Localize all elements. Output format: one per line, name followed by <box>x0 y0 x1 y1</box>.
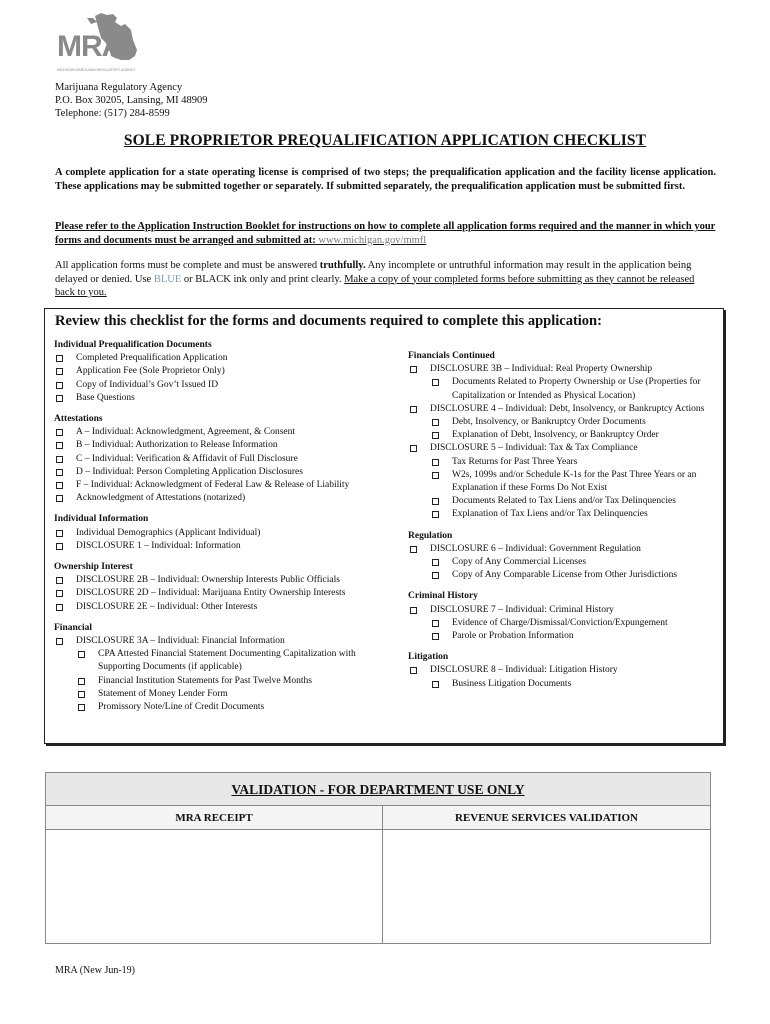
checklist-item <box>408 617 718 630</box>
checkbox[interactable] <box>410 667 417 674</box>
checklist-right-column <box>408 350 718 691</box>
checklist-item <box>54 540 389 553</box>
checklist-item <box>408 403 718 416</box>
checklist-box <box>44 308 724 744</box>
checklist-item-label: Explanation of Tax Liens and/or Tax Delinquencies <box>452 509 648 520</box>
checkbox[interactable] <box>432 432 439 439</box>
form-revision: MRA (New Jun-19) <box>55 965 135 976</box>
checklist-item-label: Explanation of Debt, Insolvency, or Bankruptcy Order <box>452 430 659 441</box>
checkbox[interactable] <box>56 442 63 449</box>
checklist-item-label: Documents Related to Property Ownership or Use (Properties for Capitalization or Intended as Physical Location) <box>452 377 701 401</box>
checklist-item-label: DISCLOSURE 4 – Individual: Debt, Insolvency, or Bankruptcy Actions <box>430 403 705 414</box>
checklist-section-title: Criminal History <box>408 591 478 602</box>
checkbox[interactable] <box>56 368 63 375</box>
mra-receipt-cell <box>46 806 383 943</box>
checklist-section-title: Financials Continued <box>408 351 495 361</box>
checkbox[interactable] <box>410 406 417 413</box>
instructions-text: Please refer to the Application Instruction Booklet for instructions on how to complete all application forms required and the manner in which your forms and documents must be arranged and submitted at: <box>55 221 716 246</box>
checklist-item-label: Statement of Money Lender Form <box>98 688 228 699</box>
checklist-item <box>54 587 389 600</box>
checklist-item-label: DISCLOSURE 3A – Individual: Financial Information <box>76 636 285 647</box>
revenue-validation-cell <box>383 806 710 943</box>
checkbox[interactable] <box>56 395 63 402</box>
checklist-section-title: Litigation <box>408 652 449 663</box>
checklist-item-label: Business Litigation Documents <box>452 678 572 689</box>
checkbox[interactable] <box>432 572 439 579</box>
checklist-item <box>408 569 718 582</box>
checklist-item <box>408 630 718 643</box>
instructions-link[interactable]: www.michigan.gov/mmfl <box>318 234 427 246</box>
checklist-item-label: Acknowledgment of Attestations (notarized) <box>76 493 246 504</box>
checklist-item <box>54 601 389 614</box>
checklist-item-label: Copy of Any Comparable License from Other Jurisdictions <box>452 570 678 581</box>
agency-info <box>55 81 208 120</box>
checklist-item <box>54 392 389 405</box>
checkbox[interactable] <box>56 382 63 389</box>
checklist-item <box>408 495 718 508</box>
checkbox[interactable] <box>56 543 63 550</box>
section-gap <box>54 553 389 561</box>
validation-title: VALIDATION - FOR DEPARTMENT USE ONLY <box>46 773 710 806</box>
checklist-item-label: B – Individual: Authorization to Release Information <box>76 440 278 451</box>
checklist-item <box>54 701 389 714</box>
checklist-item-label: DISCLOSURE 1 – Individual: Information <box>76 540 241 551</box>
page-title: SOLE PROPRIETOR PREQUALIFICATION APPLICATION CHECKLIST <box>123 132 647 149</box>
notice-text-1: All application forms must be complete and must be answered <box>55 260 320 271</box>
checklist-item-label: DISCLOSURE 2D – Individual: Marijuana Entity Ownership Interests <box>76 588 346 599</box>
checklist-item-label: Copy of Any Commercial Licenses <box>452 557 587 568</box>
checklist-item-label: DISCLOSURE 2E – Individual: Other Interests <box>76 601 258 612</box>
checklist-item-label: F – Individual: Acknowledgment of Federal Law & Release of Liability <box>76 480 350 491</box>
checklist-item-label: C – Individual: Verification & Affidavit of Full Disclosure <box>76 453 298 464</box>
checklist-item-label: DISCLOSURE 7 – Individual: Criminal History <box>430 604 614 615</box>
validation-table <box>45 772 711 944</box>
checklist-item-label: Documents Related to Tax Liens and/or Tax Delinquencies <box>452 496 676 507</box>
checklist-item-label: Completed Prequalification Application <box>76 353 228 364</box>
agency-address: P.O. Box 30205, Lansing, MI 48909 <box>55 95 208 106</box>
checklist-item <box>54 635 389 648</box>
checklist-section-title: Financial <box>54 622 93 633</box>
checklist-item <box>408 429 718 442</box>
checklist-item-label: Tax Returns for Past Three Years <box>452 456 578 467</box>
checklist-item <box>54 379 389 392</box>
checklist-item <box>408 678 718 691</box>
checklist-item <box>408 556 718 569</box>
section-gap <box>54 405 389 413</box>
checkbox[interactable] <box>432 559 439 566</box>
checklist-section-title: Attestations <box>54 414 103 425</box>
checkbox[interactable] <box>56 604 63 611</box>
notice-bold: truthfully. <box>319 260 366 271</box>
section-gap <box>408 522 718 530</box>
checkbox[interactable] <box>410 607 417 614</box>
checklist-item <box>54 648 389 674</box>
checkbox[interactable] <box>56 590 63 597</box>
checkbox[interactable] <box>78 691 85 698</box>
section-gap <box>408 582 718 590</box>
checklist-item <box>54 688 389 701</box>
checkbox[interactable] <box>432 681 439 688</box>
checklist-item <box>54 675 389 688</box>
checkbox[interactable] <box>78 678 85 685</box>
checkbox[interactable] <box>56 469 63 476</box>
section-gap <box>54 505 389 513</box>
notice-text-2: Any incomplete or untruthful information may result in the application being delayed or denied. Use <box>55 260 692 285</box>
checklist-item <box>54 439 389 452</box>
checklist-item <box>408 363 718 376</box>
checklist-item-label: A – Individual: Acknowledgment, Agreement, & Consent <box>76 427 295 438</box>
checklist-item <box>408 376 718 402</box>
checklist-item <box>54 466 389 479</box>
section-gap <box>54 614 389 622</box>
checkbox[interactable] <box>56 429 63 436</box>
checklist-item <box>408 442 718 455</box>
checkbox[interactable] <box>78 704 85 711</box>
checklist-item <box>408 664 718 677</box>
checkbox[interactable] <box>56 577 63 584</box>
checkbox[interactable] <box>432 379 439 386</box>
checklist-item-label: Evidence of Charge/Dismissal/Conviction/Expungement <box>452 617 668 628</box>
checklist-left-column <box>54 339 389 714</box>
checklist-item <box>54 352 389 365</box>
checkbox[interactable] <box>432 472 439 479</box>
intro-paragraph: A complete application for a state operating license is comprised of two steps; the prequalification application and the facility license application. These applications may be submitted together or separately. If submitted separately, the prequalification application must be submitted first. <box>55 167 716 192</box>
logo-text: MRA <box>57 30 123 63</box>
checklist-item-label: DISCLOSURE 3B – Individual: Real Property Ownership <box>430 364 653 375</box>
section-gap <box>408 643 718 651</box>
checklist-item <box>408 469 718 495</box>
checkbox[interactable] <box>432 459 439 466</box>
checklist-item-label: DISCLOSURE 5 – Individual: Tax & Tax Compliance <box>430 443 638 454</box>
checklist-heading: Review this checklist for the forms and documents required to complete this application: <box>55 313 602 329</box>
checkbox[interactable] <box>56 495 63 502</box>
checkbox[interactable] <box>56 530 63 537</box>
instructions-paragraph <box>55 220 716 247</box>
agency-phone: Telephone: (517) 284-8599 <box>55 108 170 119</box>
checklist-item-label: DISCLOSURE 6 – Individual: Government Regulation <box>430 543 641 554</box>
checklist-item <box>408 416 718 429</box>
checklist-item <box>408 456 718 469</box>
notice-blue-word: BLUE <box>153 273 182 285</box>
notice-text-3: or BLACK ink only and print clearly. <box>181 273 345 285</box>
checkbox[interactable] <box>56 355 63 362</box>
checkbox[interactable] <box>432 419 439 426</box>
checklist-item <box>54 479 389 492</box>
mra-receipt-header: MRA RECEIPT <box>46 806 382 830</box>
logo-subtitle: MICHIGAN MARIJUANA REGULATORY AGENCY <box>57 68 136 72</box>
checkbox[interactable] <box>56 456 63 463</box>
checklist-item-label: W2s, 1099s and/or Schedule K-1s for the Past Three Years or an Explanation if these Forms Do Not Exist <box>452 469 697 494</box>
mra-logo <box>55 12 155 78</box>
checklist-item-label: Parole or Probation Information <box>452 631 574 642</box>
checklist-item <box>54 574 389 587</box>
checkbox[interactable] <box>410 445 417 452</box>
checklist-item <box>54 527 389 540</box>
checkbox[interactable] <box>432 511 439 518</box>
checkbox[interactable] <box>432 620 439 627</box>
checklist-item-label: CPA Attested Financial Statement Documenting Capitalization with Supporting Documents (if applicable) <box>98 649 356 673</box>
checklist-item-label: Application Fee (Sole Proprietor Only) <box>76 366 225 377</box>
checklist-item <box>54 453 389 466</box>
checklist-section-title: Individual Prequalification Documents <box>54 340 212 350</box>
checklist-item-label: Promissory Note/Line of Credit Documents <box>98 702 265 713</box>
checkbox[interactable] <box>410 366 417 373</box>
checklist-item-label: D – Individual: Person Completing Application Disclosures <box>76 466 303 477</box>
checklist-item <box>408 543 718 556</box>
checklist-item-label: Debt, Insolvency, or Bankruptcy Order Documents <box>452 417 646 428</box>
checklist-item-label: Individual Demographics (Applicant Individual) <box>76 527 261 538</box>
checklist-item <box>54 492 389 505</box>
checkbox[interactable] <box>410 546 417 553</box>
checklist-item-label: Copy of Individual’s Gov’t Issued ID <box>76 379 219 390</box>
agency-name: Marijuana Regulatory Agency <box>55 82 183 93</box>
checkbox[interactable] <box>56 482 63 489</box>
checklist-item-label: Base Questions <box>76 392 135 403</box>
checklist-item <box>54 426 389 439</box>
notice-paragraph <box>55 259 716 300</box>
checklist-item <box>408 508 718 521</box>
checklist-section-title: Individual Information <box>54 514 149 525</box>
checkbox[interactable] <box>56 638 63 645</box>
checklist-item-label: DISCLOSURE 2B – Individual: Ownership Interests Public Officials <box>76 575 340 586</box>
checklist-item <box>54 365 389 378</box>
checklist-section-title: Regulation <box>408 530 453 541</box>
notice-underlined: Make a copy of your completed forms before submitting as they cannot be released back to you. <box>55 273 695 298</box>
checkbox[interactable] <box>432 498 439 505</box>
checkbox[interactable] <box>432 633 439 640</box>
revenue-validation-header: REVENUE SERVICES VALIDATION <box>383 806 710 830</box>
checklist-section-title: Ownership Interest <box>54 562 133 573</box>
checklist-item-label: DISCLOSURE 8 – Individual: Litigation History <box>430 665 618 676</box>
checklist-item-label: Financial Institution Statements for Past Twelve Months <box>98 675 312 686</box>
checklist-item <box>408 604 718 617</box>
checkbox[interactable] <box>78 651 85 658</box>
